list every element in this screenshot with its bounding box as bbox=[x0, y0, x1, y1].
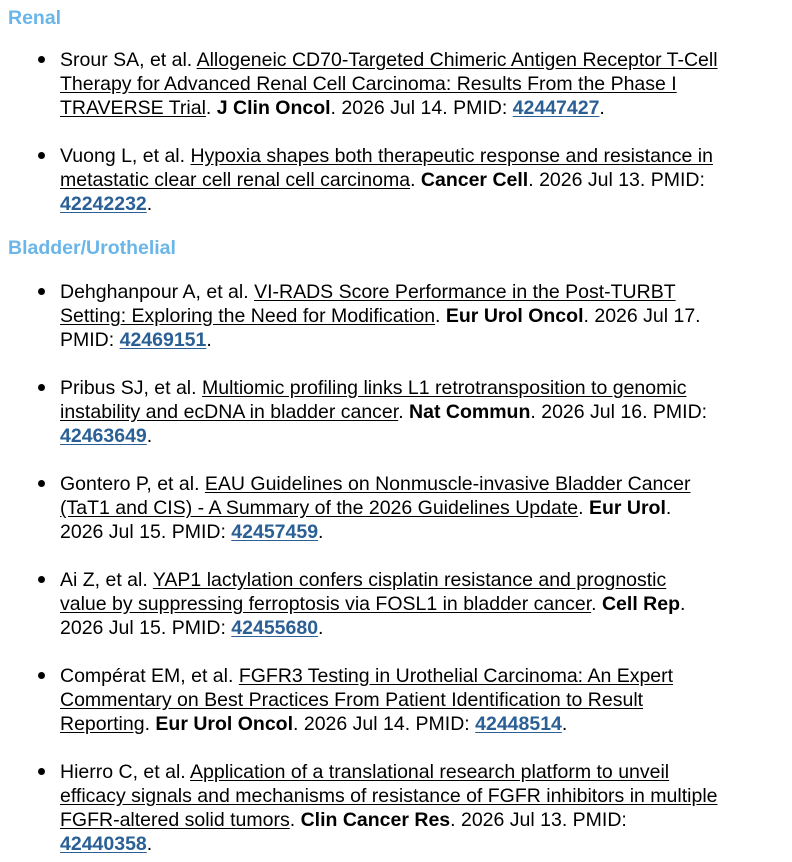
section-heading-renal: Renal bbox=[8, 7, 62, 29]
bullet-icon bbox=[38, 56, 45, 63]
article-title-link[interactable]: EAU Guidelines on Nonmuscle-invasive Bladder Cancer bbox=[204, 473, 691, 495]
article-title-link[interactable]: Therapy for Advanced Renal Cell Carcinoma: Results From the Phase I bbox=[60, 73, 677, 95]
article-title-link[interactable]: Commentary on Best Practices From Patient Identification to Result bbox=[60, 689, 644, 711]
pmid-label: PMID: bbox=[650, 169, 705, 191]
pmid-label: PMID: bbox=[415, 713, 470, 735]
journal-name: Nat Commun bbox=[409, 401, 531, 423]
article-title-link[interactable]: instability and ecDNA in bladder cancer bbox=[60, 401, 399, 423]
publication-date: 2026 Jul 16. bbox=[541, 401, 648, 423]
pmid-link[interactable]: 42469151 bbox=[119, 329, 207, 351]
publication-date: 2026 Jul 14. bbox=[341, 97, 448, 119]
pmid-link[interactable]: 42242232 bbox=[60, 193, 147, 215]
publication-date: 2026 Jul 15. bbox=[60, 521, 167, 543]
reference-authors: Dehghanpour A, et al. bbox=[60, 281, 249, 303]
article-title-link[interactable]: Reporting bbox=[60, 713, 145, 735]
reference-citation: Ai Z, et al. YAP1 lactylation confers cisplatin resistance and prognostic value by suppressing ferroptosis via FOSL1 in bladder cancer. Cell Rep. 2026 Jul 15. PMID: 42455680. bbox=[60, 569, 686, 639]
bullet-icon bbox=[38, 480, 45, 487]
bullet-icon bbox=[38, 768, 45, 775]
reference-authors: Pribus SJ, et al. bbox=[60, 377, 197, 399]
pmid-label: PMID: bbox=[453, 97, 508, 119]
bullet-icon bbox=[38, 672, 45, 679]
journal-name: Clin Cancer Res bbox=[300, 809, 451, 831]
pmid-link[interactable]: 42448514 bbox=[475, 713, 562, 735]
pmid-label: PMID: bbox=[60, 329, 115, 351]
article-title-link[interactable]: Multiomic profiling links L1 retrotransposition to genomic bbox=[201, 377, 687, 399]
reference-authors: Compérat EM, et al. bbox=[60, 665, 234, 687]
journal-name: Cell Rep bbox=[601, 593, 680, 615]
bullet-icon bbox=[38, 288, 45, 295]
reference-citation: Hierro C, et al. Application of a translational research platform to unveil efficacy signals and mechanisms of resistance of FGFR inhibitors in multiple FGFR-altered solid tumors. Clin Cancer Res. 2026 Jul 13. PMID: 42440358. bbox=[60, 761, 718, 855]
journal-name: Eur Urol Oncol bbox=[445, 305, 584, 327]
reference-citation: Compérat EM, et al. FGFR3 Testing in Urothelial Carcinoma: An Expert Commentary on Best Practices From Patient Identification to Result Reporting. Eur Urol Oncol. 2026 Jul 14. PMID: 42448514. bbox=[60, 665, 674, 735]
journal-name: J Clin Oncol bbox=[216, 97, 331, 119]
section-heading-bladder-urothelial: Bladder/Urothelial bbox=[8, 237, 176, 259]
reference-citation: Gontero P, et al. EAU Guidelines on Nonmuscle-invasive Bladder Cancer (TaT1 and CIS) - A Summary of the 2026 Guidelines Update. Eur Urol. 2026 Jul 15. PMID: 42457459. bbox=[60, 473, 691, 543]
pmid-link[interactable]: 42463649 bbox=[60, 425, 147, 447]
article-title-link[interactable]: VI-RADS Score Performance in the Post-TURBT bbox=[254, 281, 676, 303]
publication-date: 2026 Jul 13. bbox=[460, 809, 568, 831]
pmid-link[interactable]: 42457459 bbox=[231, 521, 319, 543]
pmid-link[interactable]: 42447427 bbox=[512, 97, 600, 119]
article-title-link[interactable]: YAP1 lactylation confers cisplatin resistance and prognostic bbox=[152, 569, 667, 591]
article-title-link[interactable]: value by suppressing ferroptosis via FOSL1 in bladder cancer bbox=[60, 593, 592, 615]
publication-date: 2026 Jul 14. bbox=[303, 713, 411, 735]
reference-citation: Pribus SJ, et al. Multiomic profiling links L1 retrotransposition to genomic instability and ecDNA in bladder cancer. Nat Commun. 2026 Jul 16. PMID: 42463649. bbox=[60, 377, 708, 447]
article-title-link[interactable]: Hypoxia shapes both therapeutic response and resistance in bbox=[190, 145, 713, 167]
reference-authors: Srour SA, et al. bbox=[60, 49, 193, 71]
pmid-link[interactable]: 42440358 bbox=[60, 833, 147, 855]
journal-name: Eur Urol bbox=[588, 497, 666, 519]
article-title-link[interactable]: TRAVERSE Trial bbox=[60, 97, 206, 119]
pmid-label: PMID: bbox=[171, 521, 226, 543]
pmid-link[interactable]: 42455680 bbox=[231, 617, 319, 639]
article-title-link[interactable]: FGFR3 Testing in Urothelial Carcinoma: An Expert bbox=[238, 665, 674, 687]
journal-name: Cancer Cell bbox=[420, 169, 529, 191]
reference-citation: Dehghanpour A, et al. VI-RADS Score Performance in the Post-TURBT Setting: Exploring the Need for Modification. Eur Urol Oncol. 2026 Jul 17. PMID: 42469151. bbox=[60, 281, 701, 351]
article-title-link[interactable]: FGFR-altered solid tumors bbox=[60, 809, 290, 831]
reference-authors: Hierro C, et al. bbox=[60, 761, 186, 783]
publication-date: 2026 Jul 13. bbox=[539, 169, 646, 191]
reference-citation: Srour SA, et al. Allogeneic CD70-Targeted Chimeric Antigen Receptor T-Cell Therapy for Advanced Renal Cell Carcinoma: Results From the Phase I TRAVERSE Trial. J Clin Oncol. 2026 Jul 14. PMID: 42447427. bbox=[60, 49, 718, 119]
article-title-link[interactable]: Application of a translational research platform to unveil bbox=[190, 761, 670, 783]
article-title-link[interactable]: efficacy signals and mechanisms of resistance of FGFR inhibitors in multiple bbox=[60, 785, 718, 807]
journal-name: Eur Urol Oncol bbox=[155, 713, 294, 735]
article-title-link[interactable]: (TaT1 and CIS) - A Summary of the 2026 Guidelines Update bbox=[60, 497, 579, 519]
reference-authors: Gontero P, et al. bbox=[60, 473, 200, 495]
article-title-link[interactable]: Allogeneic CD70-Targeted Chimeric Antigen Receptor T-Cell bbox=[196, 49, 718, 71]
bullet-icon bbox=[38, 152, 45, 159]
pmid-label: PMID: bbox=[652, 401, 708, 423]
reference-authors: Vuong L, et al. bbox=[60, 145, 186, 167]
publication-date: 2026 Jul 17. bbox=[594, 305, 701, 327]
article-title-link[interactable]: metastatic clear cell renal cell carcinoma bbox=[60, 169, 411, 191]
pmid-label: PMID: bbox=[171, 617, 226, 639]
article-title-link[interactable]: Setting: Exploring the Need for Modification bbox=[60, 305, 436, 327]
reference-authors: Ai Z, et al. bbox=[60, 569, 148, 591]
reference-citation: Vuong L, et al. Hypoxia shapes both therapeutic response and resistance in metastatic clear cell renal cell carcinoma. Cancer Cell. 2026 Jul 13. PMID: 42242232. bbox=[60, 145, 713, 215]
pmid-label: PMID: bbox=[572, 809, 627, 831]
bullet-icon bbox=[38, 384, 45, 391]
publication-date: 2026 Jul 15. bbox=[60, 617, 167, 639]
bullet-icon bbox=[38, 576, 45, 583]
